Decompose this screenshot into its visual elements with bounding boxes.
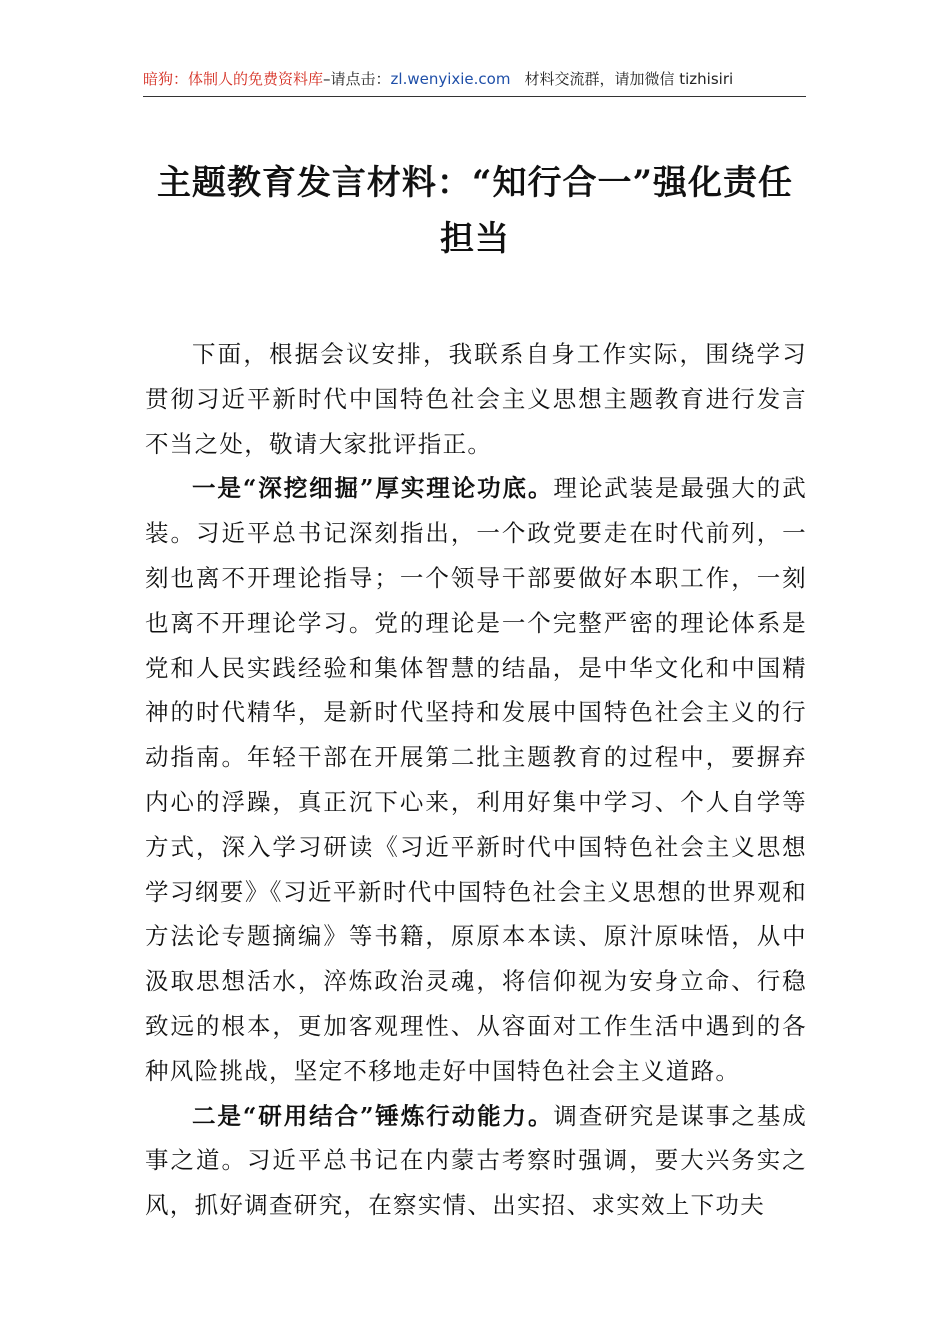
page-header-banner [143,66,806,97]
paragraph-intro [145,332,807,466]
paragraph-lead: 二是“研用结合”锤炼行动能力。 [192,1101,554,1130]
document-body [145,332,807,1228]
paragraph-text: 下面，根据会议安排，我联系自身工作实际，围绕学习贯彻习近平新时代中国特色社会主义思想主题教育进行发言不当之处，敬请大家批评指正。 [145,340,807,458]
paragraph-lead: 一是“深挖细掘”厚实理论功底。 [192,474,554,503]
header-group-note: 材料交流群，请加微信 tizhisiri [524,70,734,88]
header-url-link[interactable]: zl.wenyixie.com [390,70,511,88]
header-brand-text: 暗狗：体制人的免费资料库 [143,70,324,88]
paragraph-theory [145,466,807,1093]
document-title: 主题教育发言材料：“知行合一”强化责任担当 [156,163,794,259]
header-cta-text: –请点击： [323,70,391,88]
paragraph-research [145,1094,807,1228]
paragraph-text: 调查研究是谋事之基成事之道。习近平总书记在内蒙古考察时强调，要大兴务实之风，抓好调查研究，在察实情、出实招、求实效上下功夫 [145,1101,807,1220]
paragraph-text: 理论武装是最强大的武装。习近平总书记深刻指出，一个政党要走在时代前列，一刻也离不开理论指导；一个领导干部要做好本职工作，一刻也离不开理论学习。党的理论是一个完整严密的理论体系是党和人民实践经验和集体智慧的结晶，是中华文化和中国精神的时代精华，是新时代坚持和发展中国特色社会主义的行动指南。年轻干部在开展第二批主题教育的过程中，要摒弃内心的浮躁，真正沉下心来，利用好集中学习、个人自学等方式，深入学习研读《习近平新时代中国特色社会主义思想学习纲要》《习近平新时代中国特色社会主义思想的世界观和方法论专题摘编》等书籍，原原本本读、原汁原味悟，从中汲取思想活水，淬炼政治灵魂，将信仰视为安身立命、行稳致远的根本，更加客观理性、从容面对工作生活中遇到的各种风险挑战，坚定不移地走好中国特色社会主义道路。 [145,474,807,1085]
